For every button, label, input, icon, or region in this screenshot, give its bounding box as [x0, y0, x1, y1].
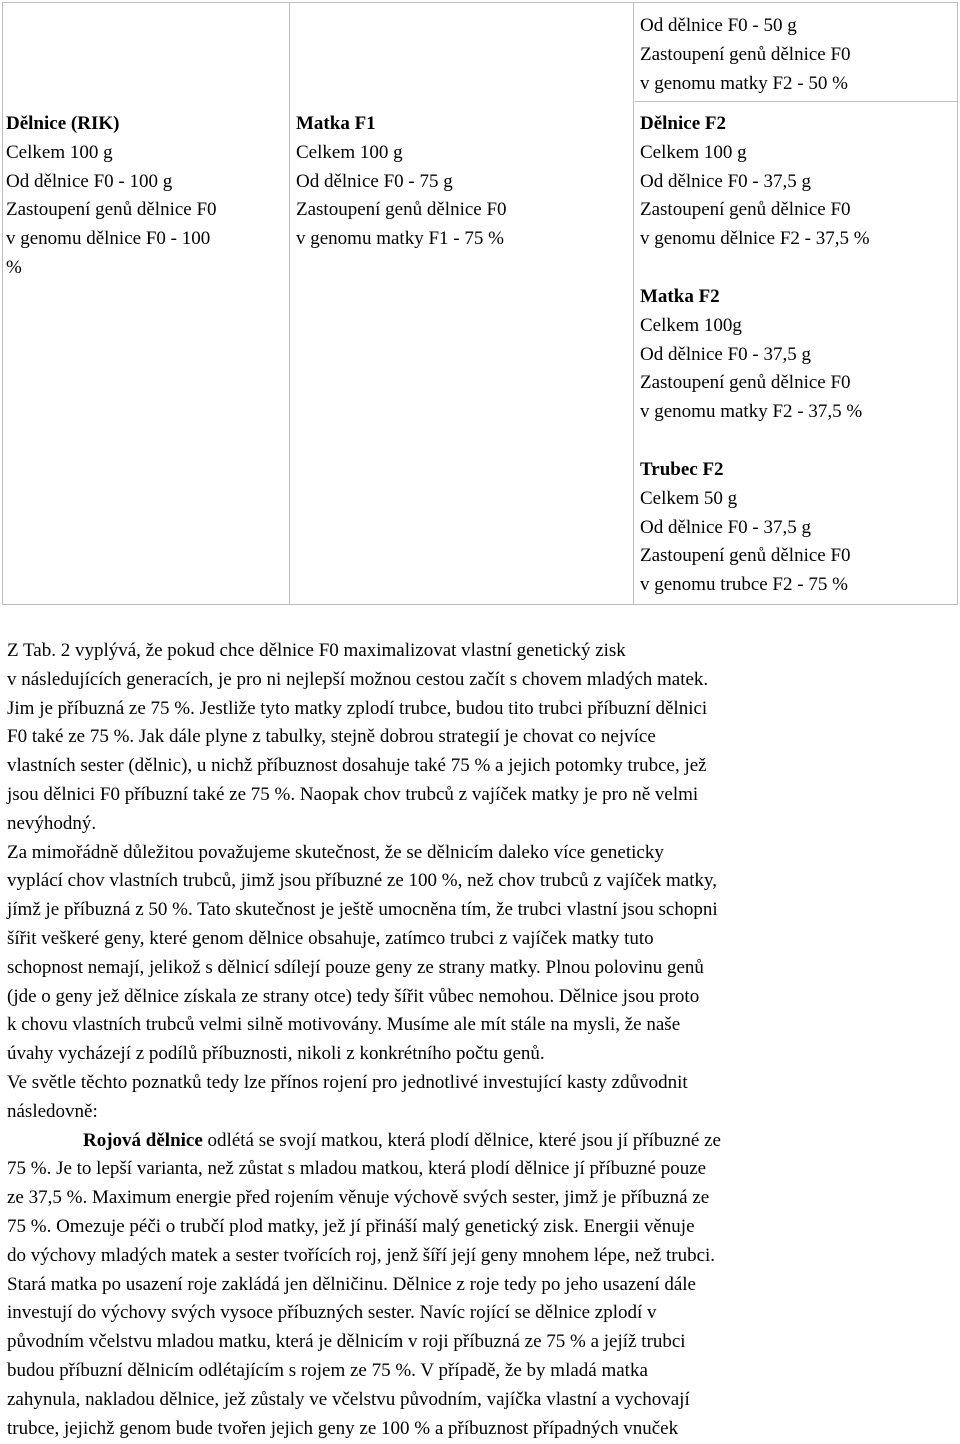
cell-heading: Matka F1 [296, 113, 376, 134]
cell-line: Zastoupení genů dělnice F0 [296, 199, 507, 221]
text-line: Ve světle těchto poznatků tedy lze přínos rojení pro jednotlivé investující kasty zdůvodnit [7, 1071, 688, 1093]
cell-line: Od dělnice F0 - 37,5 g [640, 343, 811, 365]
table-divider [289, 3, 290, 604]
text-line: budou příbuzní dělnicím odlétajícím s rojem ze 75 %. V případě, že by mladá matka [7, 1359, 648, 1381]
cell-line: Celkem 100 g [6, 141, 113, 163]
text-line: úvahy vycházejí z podílů příbuznosti, nikoli z konkrétního počtu genů. [7, 1043, 545, 1065]
text-line: 75 %. Omezuje péči o trubčí plod matky, jež jí přináší malý genetický zisk. Energii věnuje [7, 1215, 695, 1237]
text-line: Stará matka po usazení roje zakládá jen dělničinu. Dělnice z roje tedy po jeho usazení dále [7, 1273, 696, 1295]
table-cell-f2-top [640, 12, 851, 98]
text-line: Za mimořádně důležitou považujeme skutečnost, že se dělnicím daleko více geneticky [7, 841, 664, 863]
cell-line: Zastoupení genů dělnice F0 [640, 199, 851, 221]
cell-line: Celkem 100 g [296, 141, 403, 163]
text-line: F0 také ze 75 %. Jak dále plyne z tabulky, stejně dobrou strategií je chovat co nejvíce [7, 726, 656, 748]
cell-line: v genomu trubce F2 - 75 % [640, 574, 848, 596]
text-line: jsou dělnici F0 příbuzní také ze 75 %. Naopak chov trubců z vajíček matky je pro ně velmi [7, 783, 699, 805]
cell-line: v genomu dělnice F0 - 100 [6, 228, 211, 250]
cell-line: Od dělnice F0 - 37,5 g [640, 170, 811, 192]
text-line: vyplácí chov vlastních trubců, jimž jsou příbuzné ze 100 %, než chov trubců z vajíček matky, [7, 870, 717, 892]
table-cell-worker-rik [6, 110, 217, 283]
cell-heading: Matka F2 [640, 286, 720, 307]
cell-line: v genomu matky F2 - 50 % [640, 72, 848, 94]
cell-line: Od dělnice F0 - 75 g [296, 170, 453, 192]
table-cell-drone-f2 [640, 456, 851, 600]
text-fragment: odlétá se svojí matkou, která plodí dělnice, které jsou jí příbuzné ze [202, 1129, 721, 1151]
text-line: zahynula, nakladou dělnice, jež zůstaly ve včelstvu původním, vajíčka vlastní a vychovají [7, 1388, 690, 1410]
text-line: v následujících generacích, je pro ni nejlepší možnou cestou začít s chovem mladých matek. [7, 668, 709, 690]
text-line: Jim je příbuzná ze 75 %. Jestliže tyto matky zplodí trubce, budou tito trubci příbuzní dělnici [7, 697, 708, 719]
text-line: vlastních sester (dělnic), u nichž příbuznost dosahuje také 75 % a jejich potomky trubce, jež [7, 755, 707, 777]
cell-line: Od dělnice F0 - 100 g [6, 170, 173, 192]
body-text [7, 637, 955, 1443]
text-line: investují do výchovy svých vysoce příbuzných sester. Navíc rojící se dělnice zplodí v [7, 1302, 657, 1324]
cell-line: Celkem 100 g [640, 141, 747, 163]
table-divider [633, 3, 634, 604]
text-line: Z Tab. 2 vyplývá, že pokud chce dělnice F0 maximalizovat vlastní genetický zisk [7, 640, 626, 661]
text-line: trubce, jejichž genom bude tvořen jejich geny ze 100 % a příbuznost případných vnuček [7, 1417, 679, 1439]
cell-line: Zastoupení genů dělnice F0 [640, 43, 851, 65]
text-line: ze 37,5 %. Maximum energie před rojením věnuje výchově svých sester, jimž je příbuzná ze [7, 1187, 710, 1209]
cell-line: v genomu matky F2 - 37,5 % [640, 401, 863, 423]
text-line: šířit veškeré geny, které genom dělnice obsahuje, zatímco trubci z vajíček matky tuto [7, 927, 654, 949]
table-cell-queen-f1 [296, 110, 507, 254]
table-cell-worker-f2 [640, 110, 870, 254]
cell-line: Zastoupení genů dělnice F0 [6, 199, 217, 221]
text-line [7, 1127, 955, 1156]
cell-heading: Dělnice F2 [640, 113, 727, 134]
table-cell-queen-f2 [640, 283, 862, 427]
text-line: následovně: [7, 1100, 98, 1122]
cell-line: Celkem 50 g [640, 487, 738, 509]
cell-heading: Dělnice (RIK) [6, 113, 120, 134]
cell-line: v genomu matky F1 - 75 % [296, 228, 504, 250]
text-line: původním včelstvu mladou matku, která je dělnicím v roji příbuzná ze 75 % a jejíž trubci [7, 1331, 686, 1353]
text-line: jímž je příbuzná z 50 %. Tato skutečnost je ještě umocněna tím, že trubci vlastní jsou schopni [7, 899, 718, 921]
cell-line: Celkem 100g [640, 314, 742, 336]
text-line: schopnost nemají, jelikož s dělnicí sdílejí pouze geny ze strany matky. Plnou polovinu genů [7, 956, 704, 978]
text-line: do výchovy mladých matek a sester tvořících roj, jenž šíří její geny mnohem lépe, než trubci. [7, 1244, 716, 1266]
cell-line: % [6, 256, 22, 278]
text-line: nevýhodný. [7, 812, 97, 834]
rojova-term: Rojová dělnice [83, 1129, 203, 1151]
text-line: 75 %. Je to lepší varianta, než zůstat s mladou matkou, která plodí dělnice jí příbuzné pouze [7, 1158, 707, 1180]
table-divider [635, 101, 957, 102]
cell-heading: Trubec F2 [640, 459, 724, 480]
cell-line: Od dělnice F0 - 37,5 g [640, 516, 811, 538]
text-line: (jde o geny jež dělnice získala ze strany otce) tedy šířit vůbec nemohou. Dělnice jsou proto [7, 985, 700, 1007]
cell-line: Zastoupení genů dělnice F0 [640, 372, 851, 394]
cell-line: v genomu dělnice F2 - 37,5 % [640, 228, 870, 250]
cell-line: Zastoupení genů dělnice F0 [640, 545, 851, 567]
cell-line: Od dělnice F0 - 50 g [640, 15, 797, 36]
text-line: k chovu vlastních trubců velmi silně motivovány. Musíme ale mít stále na mysli, že naše [7, 1014, 681, 1036]
